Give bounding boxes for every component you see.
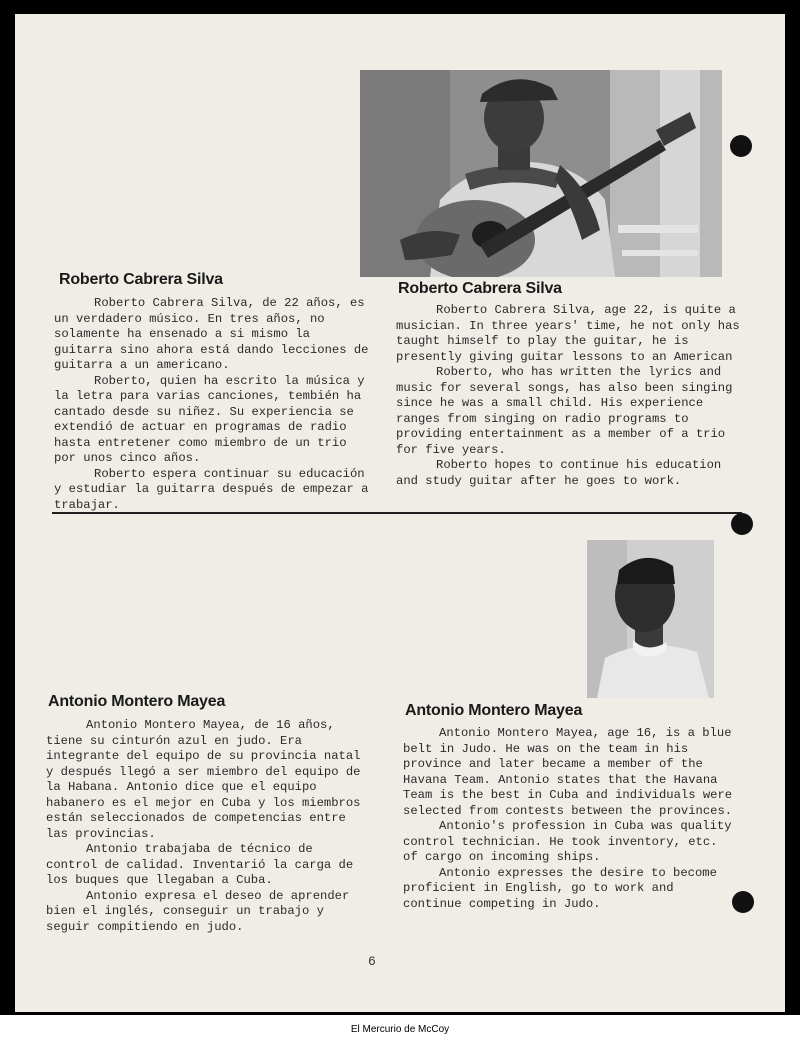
- photo-antonio-portrait: [587, 540, 714, 698]
- paragraph: Roberto Cabrera Silva, de 22 años, es un verdadero músico. En tres años, no solamente ha ensenado a si mismo la guitarra sino ahora está dando lecciones de guitarra a un americano.: [54, 296, 369, 372]
- punch-hole-bottom: [732, 891, 754, 913]
- paragraph: Antonio expresa el deseo de aprender bien el inglés, conseguir un trabajo y seguir compitiendo en judo.: [46, 888, 350, 934]
- punch-hole-middle: [731, 513, 753, 535]
- heading-roberto-es: Roberto Cabrera Silva: [59, 271, 223, 288]
- photo-roberto-guitar: [360, 70, 722, 277]
- bio-antonio-en: [403, 726, 733, 912]
- paragraph: Roberto Cabrera Silva, age 22, is quite a musician. In three years' time, he not only has taught himself to play the guitar, he is presently giving guitar lessons to an American: [396, 303, 740, 364]
- paragraph: Antonio Montero Mayea, age 16, is a blue belt in Judo. He was on the team in his province and later became a member of the Havana Team. Antonio states that the Havana Team is the best in Cuba and individuals were selected from contests between the provinces.: [403, 726, 733, 818]
- paragraph: Antonio trabajaba de técnico de control de calidad. Inventarió la carga de los buques que llegaban a Cuba.: [46, 842, 354, 887]
- paragraph: Roberto, who has written the lyrics and music for several songs, has also been singing since he was a small child. His experience ranges from singing on radio programs to providing entertainment as a member of a trio for five years.: [396, 365, 733, 457]
- bio-antonio-es: [46, 718, 370, 935]
- heading-antonio-en: Antonio Montero Mayea: [405, 702, 583, 719]
- paragraph: Roberto hopes to continue his education and study guitar after he goes to work.: [396, 458, 722, 488]
- page-number: 6: [368, 954, 376, 969]
- paragraph: Antonio expresses the desire to become proficient in English, go to work and continue competing in Judo.: [403, 865, 717, 911]
- paragraph: Antonio Montero Mayea, de 16 años, tiene su cinturón azul en judo. Era integrante del equipo de su provincia natal y después llegó a ser miembro del equipo de la Habana. Antonio dice que el equipo habanero es el mejor en Cuba y los miembros están seleccionados de competencias entre las provincias.: [46, 718, 361, 841]
- punch-hole-top: [730, 135, 752, 157]
- heading-roberto-en: Roberto Cabrera Silva: [398, 280, 562, 297]
- heading-antonio-es: Antonio Montero Mayea: [48, 693, 226, 710]
- section-divider: [52, 512, 742, 514]
- paragraph: Roberto, quien ha escrito la música y la letra para varias canciones, tembién ha cantado desde su niñez. Su experiencia se extendió de actuar en programas de radio hasta entretener como miembro de un trio por unos cinco años.: [54, 373, 365, 465]
- footer-caption: El Mercurio de McCoy: [350, 1024, 450, 1035]
- paragraph: Antonio's profession in Cuba was quality control technician. He took inventory, etc. of cargo on incoming ships.: [403, 819, 732, 864]
- bio-roberto-en: [396, 303, 746, 489]
- bio-roberto-es: [54, 296, 370, 513]
- paragraph: Roberto espera continuar su educación y estudiar la guitarra después de empezar a trabajar.: [54, 466, 369, 512]
